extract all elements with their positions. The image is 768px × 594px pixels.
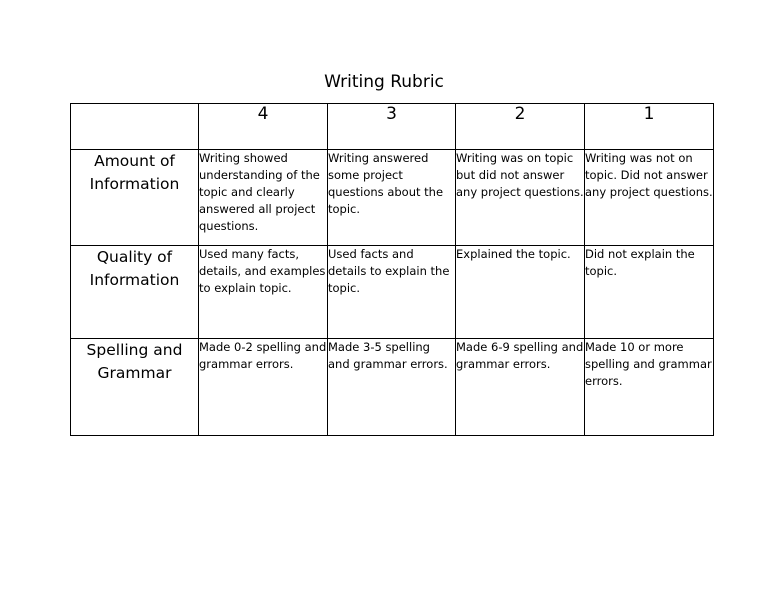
table-cell: Made 0-2 spelling and grammar errors. — [199, 339, 328, 436]
rubric-table — [70, 103, 714, 436]
table-cell: Writing was on topic but did not answer any project questions. — [456, 150, 585, 246]
criterion-quality-of-information: Quality of Information — [71, 246, 199, 339]
table-row — [71, 246, 714, 339]
table-row — [71, 150, 714, 246]
corner-cell — [71, 104, 199, 150]
score-header-4: 4 — [199, 104, 328, 150]
table-cell: Did not explain the topic. — [585, 246, 714, 339]
table-cell: Writing was not on topic. Did not answer any project questions. — [585, 150, 714, 246]
table-cell: Writing showed understanding of the topic and clearly answered all project questions. — [199, 150, 328, 246]
page-title: Writing Rubric — [324, 72, 444, 92]
score-header-2: 2 — [456, 104, 585, 150]
table-cell: Used many facts, details, and examples to explain topic. — [199, 246, 328, 339]
header-row — [71, 104, 714, 150]
table-row — [71, 339, 714, 436]
table-cell: Made 6-9 spelling and grammar errors. — [456, 339, 585, 436]
table-cell: Writing answered some project questions about the topic. — [328, 150, 456, 246]
score-header-3: 3 — [328, 104, 456, 150]
table-cell: Made 10 or more spelling and grammar errors. — [585, 339, 714, 436]
table-cell: Made 3-5 spelling and grammar errors. — [328, 339, 456, 436]
table-cell: Explained the topic. — [456, 246, 585, 339]
criterion-spelling-and-grammar: Spelling and Grammar — [71, 339, 199, 436]
table-cell: Used facts and details to explain the topic. — [328, 246, 456, 339]
score-header-1: 1 — [585, 104, 714, 150]
criterion-amount-of-information: Amount of Information — [71, 150, 199, 246]
